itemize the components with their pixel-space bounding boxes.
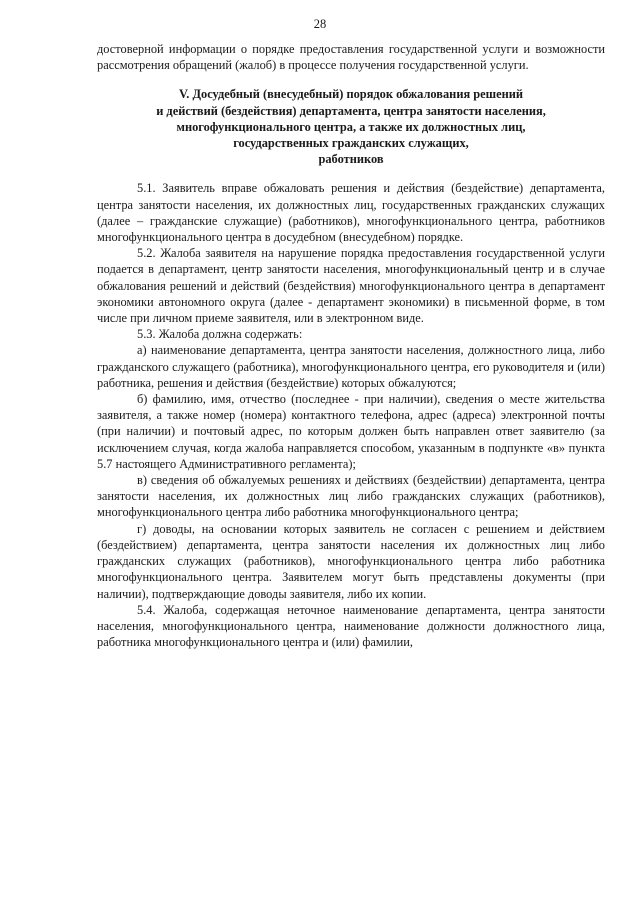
paragraph-5-3: 5.3. Жалоба должна содержать: [137,327,303,342]
section-heading-line: и действий (бездействия) департамента, центра занятости населения, [156,103,546,118]
section-heading-line: V. Досудебный (внесудебный) порядок обжалования решений [178,87,524,102]
paragraph-5-3-v: в) сведения об обжалуемых решениях и действиях (бездействии) департамента, центра занятости населения, их должностных лиц либо гражданских служащих (работников), многофункционального центра либо работника многофункционального центра; [97,473,605,520]
paragraph-5-4: 5.4. Жалоба, содержащая неточное наименование департамента, центра занятости населения, многофункционального центра, наименование должности должностного лица, работника многофункционального центра и (или) фамилии, [97,602,605,650]
section-heading-line: государственных гражданских служащих, [233,136,469,151]
page-content [97,41,605,650]
intro-paragraph: достоверной информации о порядке предоставления государственной услуги и возможности рассмотрения обращений (жалоб) в процессе получения государственной услуги. [97,42,605,73]
section-heading-line: многофункционального центра, а также их должностных лиц, [176,119,526,134]
paragraph-5-3-b: б) фамилию, имя, отчество (последнее - при наличии), сведения о месте жительства заявителя, а также номер (номера) контактного телефона, адрес (адреса) электронной почты (при наличии) и почтовый адрес, по которым должен быть направлен ответ заявителю (за исключением случая, когда жалоба направляется способом, указанным в подпункте «в» пункта 5.7 настоящего Административного регламента); [97,392,605,471]
section-heading-line: работников [318,152,384,167]
paragraph-5-3-g: г) доводы, на основании которых заявитель не согласен с решением и действием (бездействием) департамента, центра занятости населения их должностных лиц либо гражданских служащих (работников), многофункционального центра либо работника многофункционального центра. Заявителем могут быть представлены документы (при наличии), подтверждающие доводы заявителя, либо их копии. [97,521,605,601]
page-number: 28 [313,17,327,31]
paragraph-5-3-a: а) наименование департамента, центра занятости населения, должностного лица, либо гражданского служащего (работника), многофункционального центра, его руководителя и (или) работника, решения и действия (бездействие) которых обжалуются; [97,343,605,390]
paragraph-5-2: 5.2. Жалоба заявителя на нарушение порядка предоставления государственной услуги подается в департамент, центр занятости населения, многофункциональный центр и в случае обжалования решений и действий (бездействия) многофункционального центра в департамент экономики автономного округа (далее - департамент экономики) в письменной форме, в том числе при личном приеме заявителя, или в электронном виде. [97,246,605,326]
paragraph-5-1: 5.1. Заявитель вправе обжаловать решения и действия (бездействие) департамента, центра занятости населения, их должностных лиц, государственных гражданских служащих (далее – гражданские служащие) (работников), многофункционального центра, работников многофункционального центра в досудебном (внесудебном) порядке. [97,181,605,245]
section-heading [97,86,605,167]
